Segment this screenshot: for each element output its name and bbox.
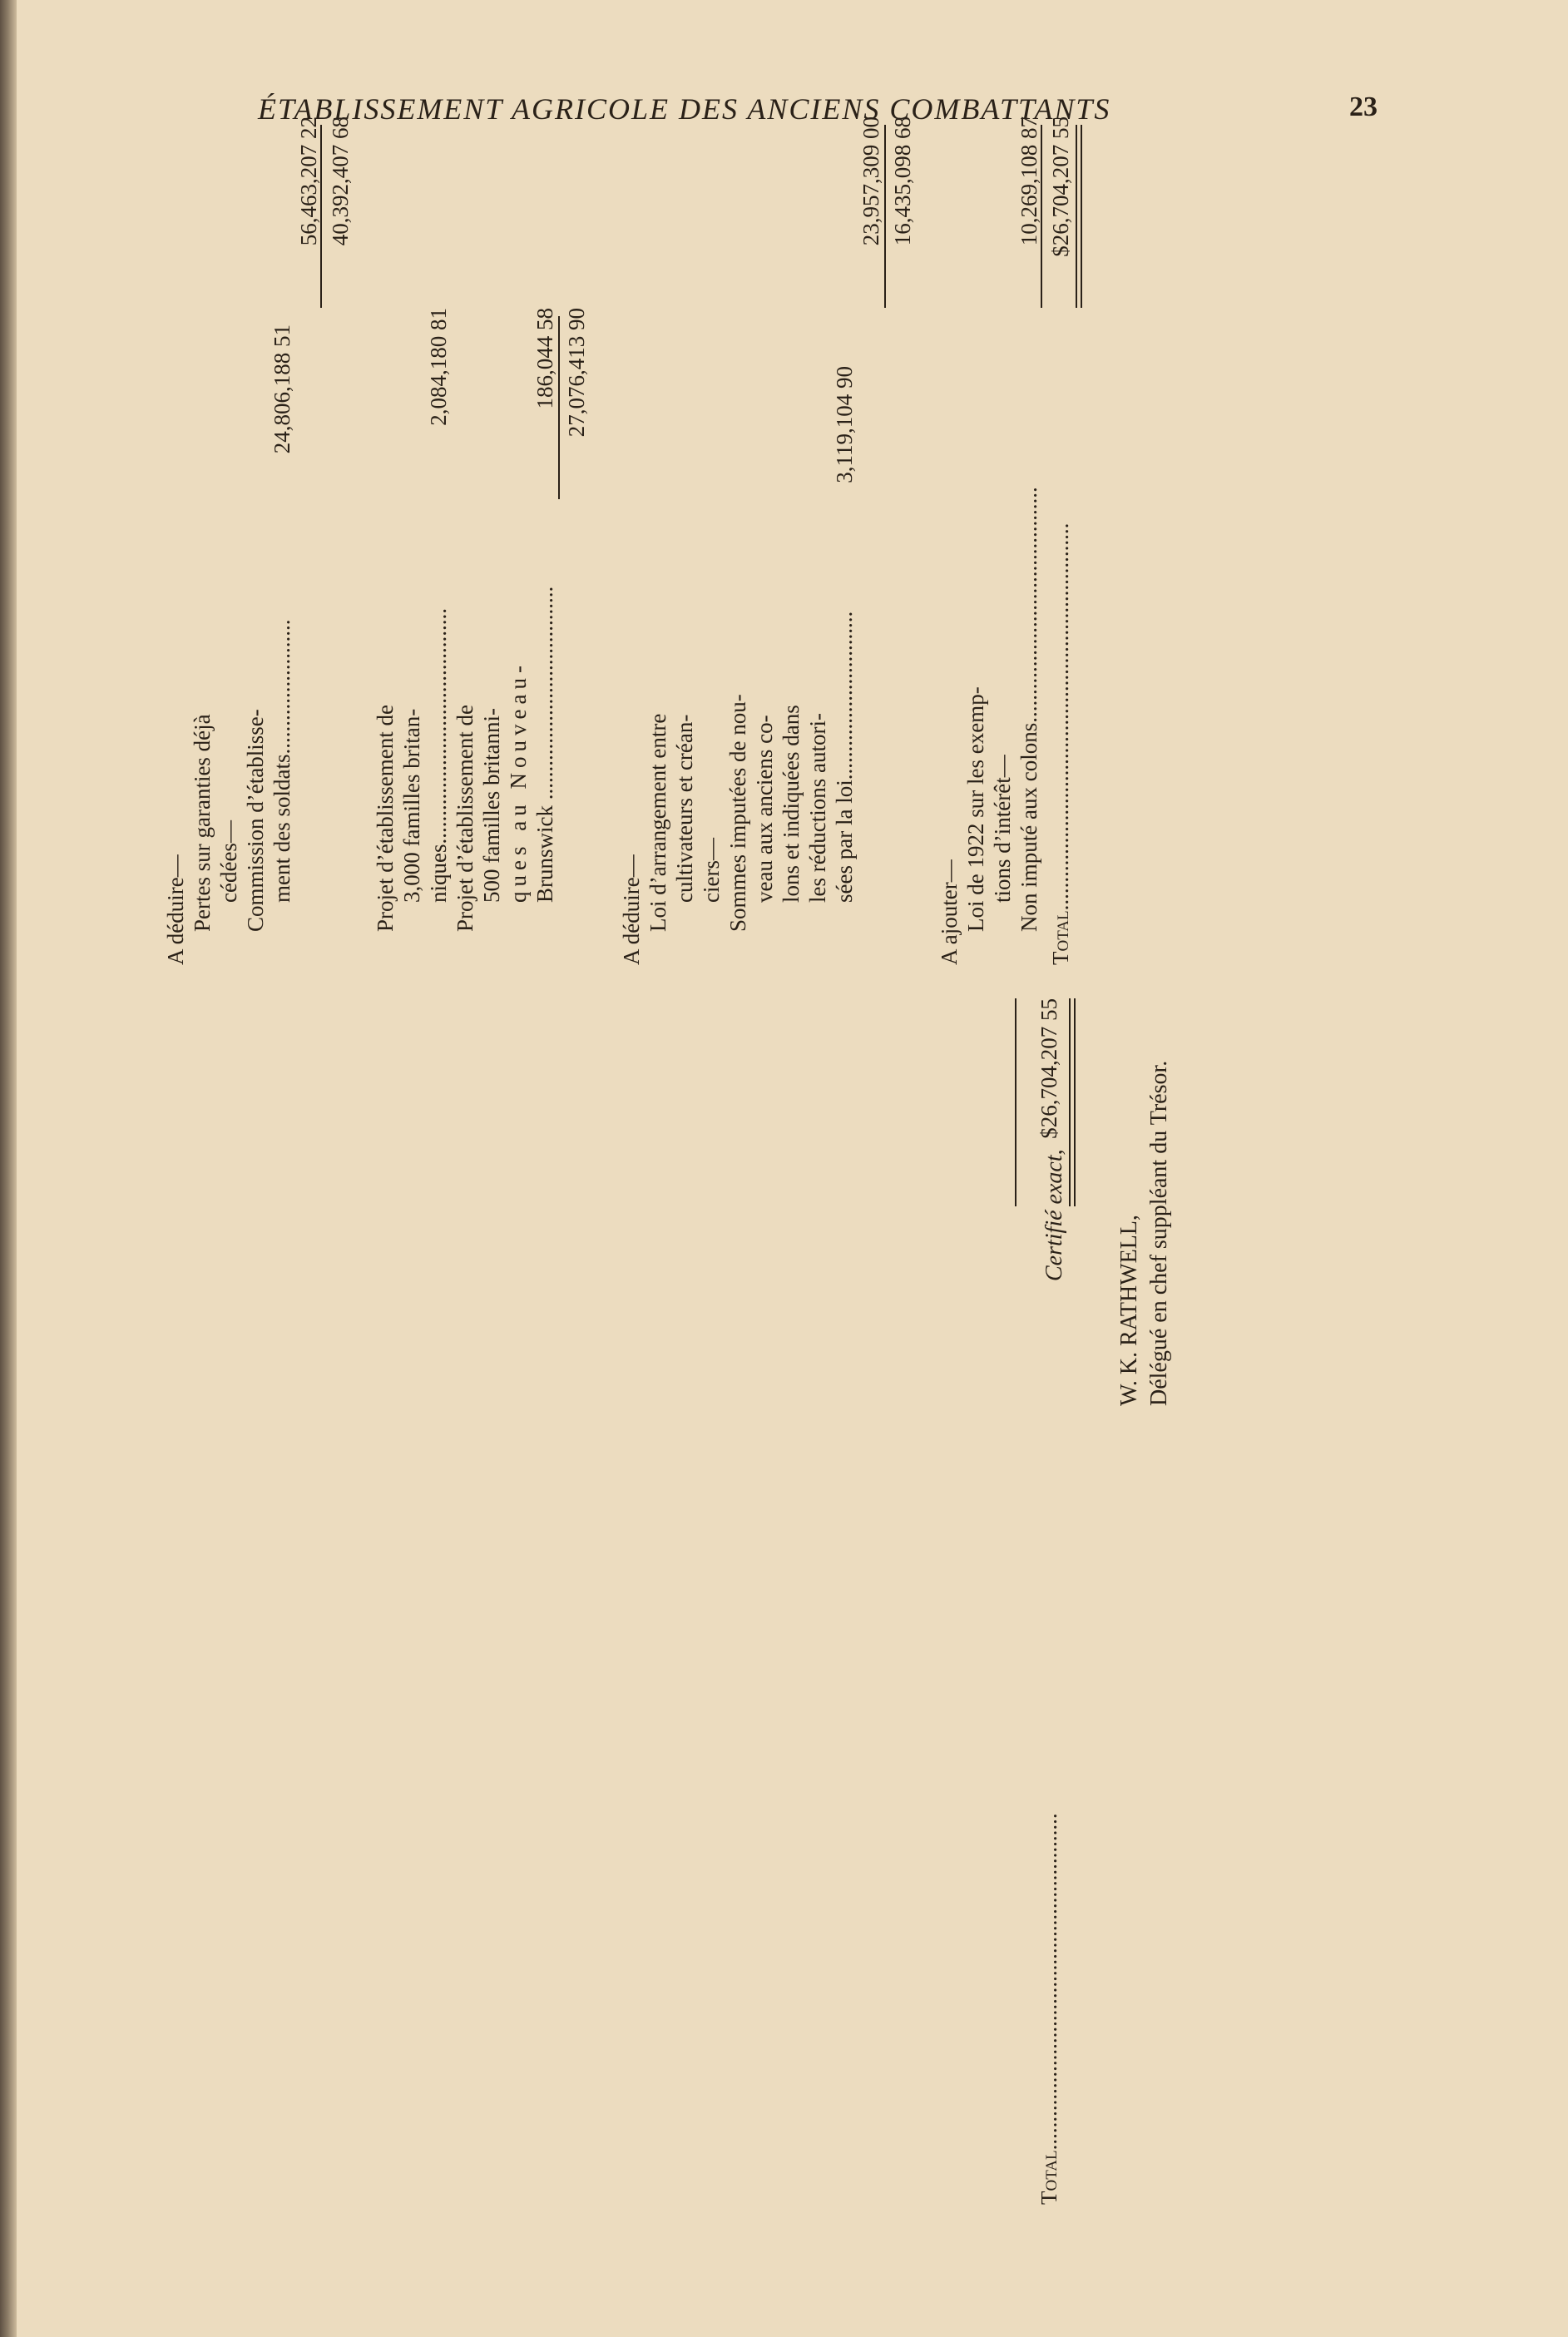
section3-net: 16,435,098 68 xyxy=(890,116,915,246)
section3-line5: veau aux anciens co- xyxy=(752,715,777,903)
section4-rule xyxy=(1041,125,1042,308)
left-total-label: Total xyxy=(1036,2150,1061,2205)
signatory-name: W. K. RATHWELL, xyxy=(1116,1215,1142,1406)
section3-rule xyxy=(884,125,886,308)
signature-name-block xyxy=(1115,657,1198,1406)
section4-line2: tions d’intérêt— xyxy=(990,755,1015,903)
right-total-amount: $26,704,207 55 xyxy=(1048,116,1073,257)
section1-line4: ment des soldats........................ xyxy=(270,619,294,903)
section1-rule xyxy=(320,125,322,308)
certified-exact: Certifié exact, xyxy=(1041,1149,1067,1281)
section4-amount: 10,269,108 87 xyxy=(1016,116,1041,246)
section2-project2-line2: 500 familles britanni- xyxy=(479,708,504,903)
right-total-double-rule xyxy=(1076,125,1082,308)
section2-project1-line2: 3,000 familles britan- xyxy=(399,708,424,903)
section2-rule xyxy=(558,316,560,499)
page-number: 23 xyxy=(1349,92,1378,122)
section1-amount: 24,806,188 51 xyxy=(270,324,294,454)
signatory-title: Délégué en chef suppléant du Trésor. xyxy=(1146,1060,1172,1406)
section3-line1: Loi d’arrangement entre xyxy=(646,713,670,932)
section2-project1-line1: Projet d’établissement de xyxy=(373,705,398,932)
section3-line8: sées par la loi.............................. xyxy=(832,611,857,903)
section1-line3: Commission d’établisse- xyxy=(243,709,268,932)
section1-line2: cédées— xyxy=(216,820,241,903)
section3-line4: Sommes imputées de nou- xyxy=(725,694,750,932)
section1-net: 40,392,407 68 xyxy=(328,116,353,246)
rotated-ledger-table xyxy=(154,116,1110,2205)
right-total-label: Total xyxy=(1048,910,1073,965)
section3-line3: ciers— xyxy=(699,838,724,903)
left-total-rule-top xyxy=(1015,998,1016,1206)
section2-project1-line3: niques.......................................... xyxy=(426,608,451,903)
section3-line6: lons et indiquées dans xyxy=(779,705,804,903)
section2-project1-amount: 2,084,180 81 xyxy=(426,308,451,426)
section1-heading: A déduire— xyxy=(163,854,188,965)
section2-project2-line4: Brunswick ...................................... xyxy=(532,586,557,903)
left-total-amount: $26,704,207 55 xyxy=(1036,998,1061,1139)
right-total-dots: ..................................................................... xyxy=(1048,522,1073,911)
running-title: ÉTABLISSEMENT AGRICOLE DES ANCIENS COMBATTANTS xyxy=(258,92,1111,126)
section3-heading: A déduire— xyxy=(619,854,644,965)
section4-line3: Non imputé aux colons.......................................... xyxy=(1016,487,1041,932)
section2-subtotal: 27,076,413 90 xyxy=(564,308,589,438)
section3-line7: les réductions autori- xyxy=(805,713,830,903)
left-total-line xyxy=(1036,1813,1062,2205)
section2-project2-line3: ques au Nouveau- xyxy=(506,661,531,903)
section2-project2-line1: Projet d’établissement de xyxy=(453,705,477,932)
signature-block xyxy=(1040,549,1123,1298)
section3-total: 23,957,309 00 xyxy=(858,116,883,246)
section1-line1: Pertes sur garanties déjà xyxy=(190,714,215,932)
section4-line1: Loi de 1922 sur les exemp- xyxy=(963,686,988,932)
left-total-dots: ............................................................ xyxy=(1036,1813,1061,2151)
section3-line2: cultivateurs et créan- xyxy=(672,714,697,903)
section2-project2-amount: 186,044 58 xyxy=(532,308,557,409)
book-spine-shadow xyxy=(0,0,17,2337)
section1-amount-total: 56,463,207 22 xyxy=(296,116,321,246)
section4-heading: A ajouter— xyxy=(937,859,962,965)
section3-amount: 3,119,104 90 xyxy=(832,366,857,483)
